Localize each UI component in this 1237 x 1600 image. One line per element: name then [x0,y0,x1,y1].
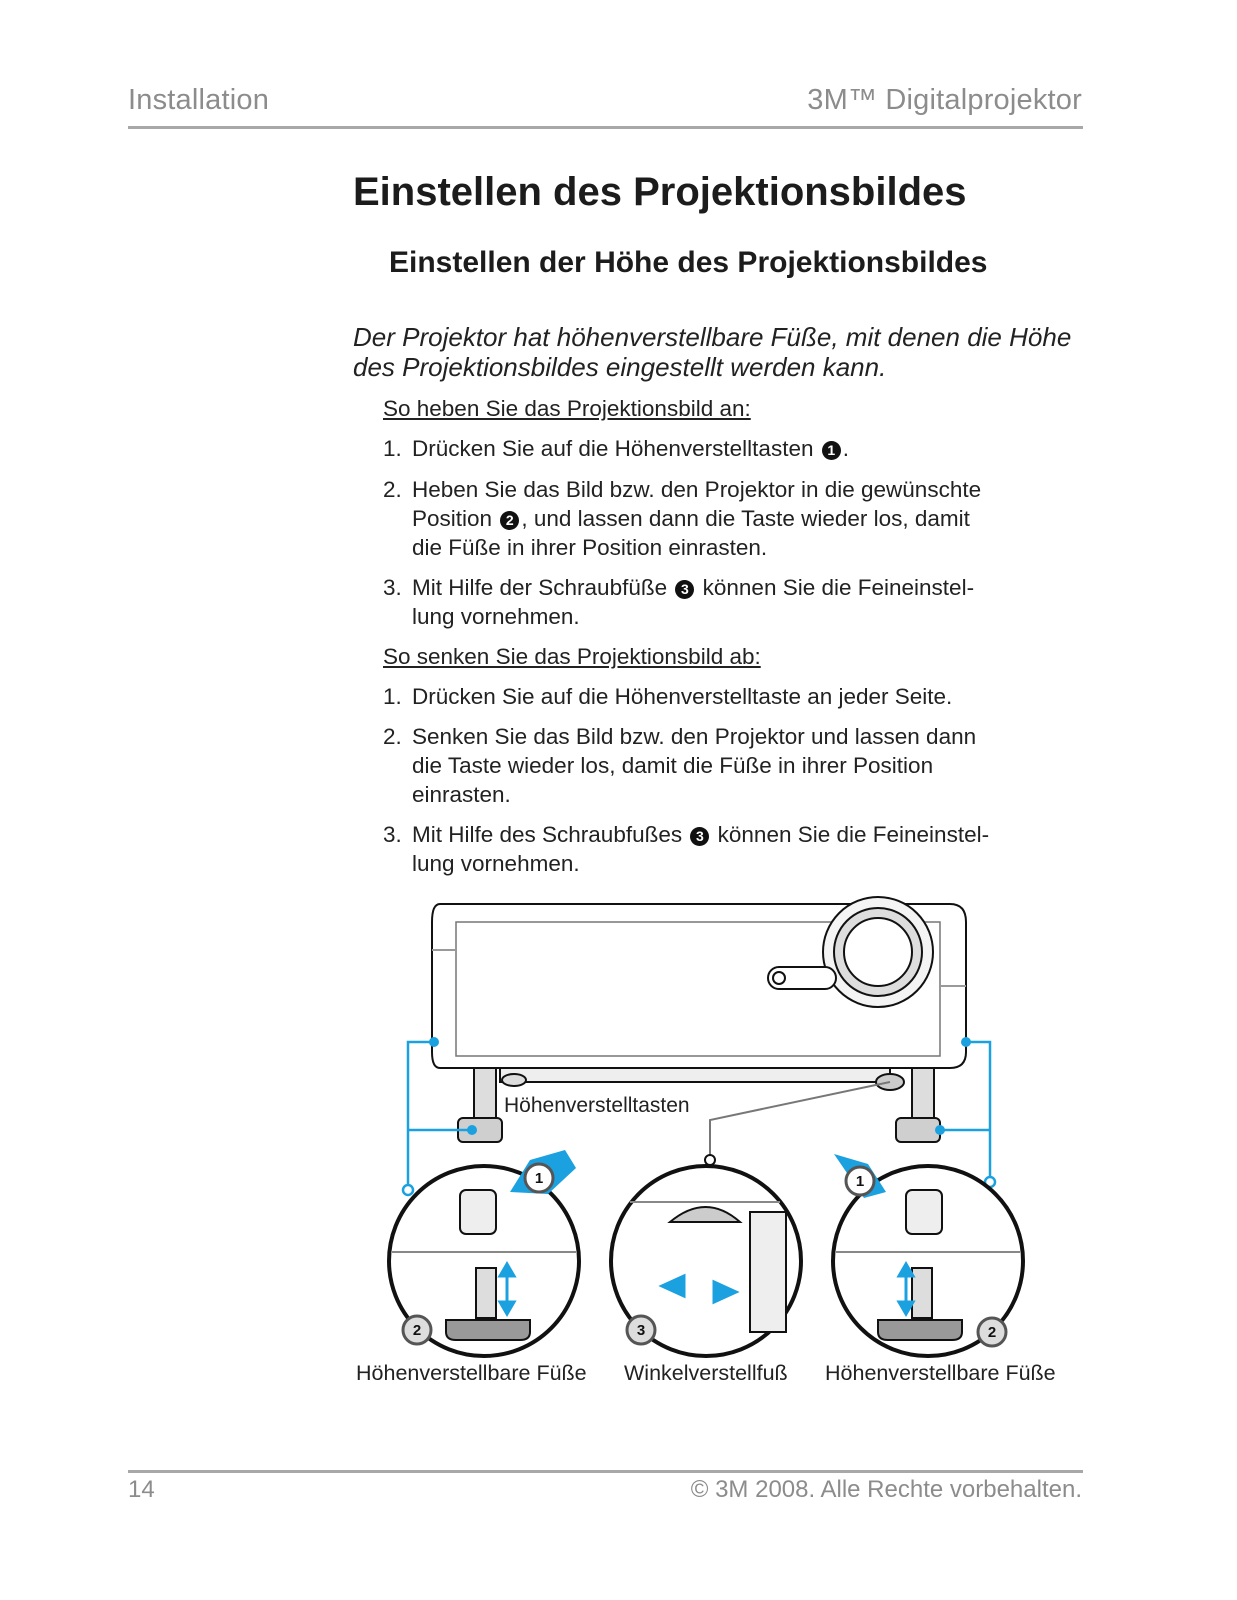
running-header-product: 3M™ Digitalprojektor [807,84,1082,116]
caption-left-foot: Höhenverstellbare Füße [356,1361,587,1385]
callout-2-left: 2 [412,1322,422,1339]
intro-paragraph: Der Projektor hat höhenverstellbare Füße, mit denen die Höhe des Projektionsbildes eingestellt werden kann. [353,322,1072,382]
callout-2-right: 2 [987,1324,997,1341]
copyright: © 3M 2008. Alle Rechte vorbehalten. [690,1476,1082,1503]
callout-2-icon: 2 [500,511,519,530]
lower-heading: So senken Sie das Projektionsbild ab: [383,644,761,669]
callout-1-right: 1 [855,1173,865,1190]
callout-3-center: 3 [636,1322,646,1339]
caption-center-foot: Winkelverstellfuß [624,1361,788,1385]
projector-illustration [380,892,1060,1362]
raise-step-1: 1. Drücken Sie auf die Höhenverstelltasten 1 . [383,436,850,461]
raise-heading: So heben Sie das Projektionsbild an: [383,396,751,421]
lower-step-3: 3. Mit Hilfe des Schraubfußes 3 können Sie die Feineinstel- lung vornehmen. [383,822,990,876]
label-height-buttons: Höhenverstelltasten [504,1094,690,1117]
raise-step-3: 3. Mit Hilfe der Schraubfüße 3 können Sie die Feineinstel- lung vornehmen. [383,575,975,629]
section-subtitle: Einstellen der Höhe des Projektionsbildes [389,246,988,279]
footer-rule [128,1470,1083,1473]
callout-1-left: 1 [534,1170,544,1187]
running-header-section: Installation [128,84,270,116]
header-rule [128,126,1083,129]
page-title: Einstellen des Projektionsbildes [353,170,967,214]
caption-right-foot: Höhenverstellbare Füße [825,1361,1056,1385]
callout-3-icon: 3 [690,827,709,846]
lower-step-1: 1. Drücken Sie auf die Höhenverstelltaste an jeder Seite. [383,684,953,709]
callout-3-icon: 3 [675,580,694,599]
page-number: 14 [128,1476,155,1503]
raise-step-2: 2. Heben Sie das Bild bzw. den Projektor in die gewünschte Position 2 , und lassen dann die Taste wieder los, damit die Füße in ihrer Position einrasten. [383,477,982,560]
callout-1-icon: 1 [822,441,841,460]
lower-step-2: 2. Senken Sie das Bild bzw. den Projektor und lassen dann die Taste wieder los, damit die Füße in ihrer Position einrasten. [383,724,977,807]
